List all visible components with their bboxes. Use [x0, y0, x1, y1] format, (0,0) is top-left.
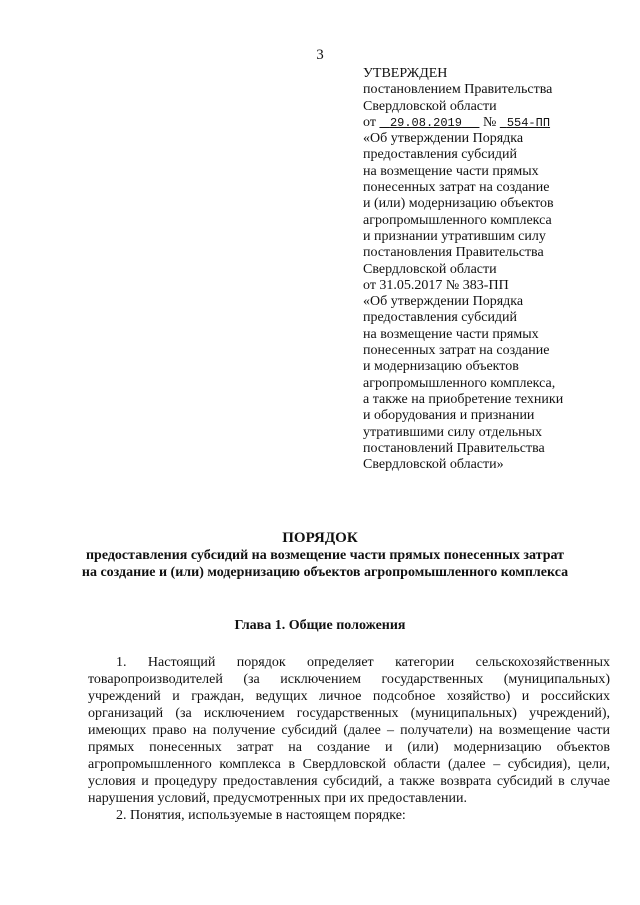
approval-number-field	[500, 115, 550, 130]
document-body	[88, 654, 610, 824]
approval-line: и модернизацию объектов	[363, 359, 519, 375]
approval-line: и оборудования и признании	[363, 408, 535, 424]
approval-date-line	[363, 115, 633, 131]
approval-line: на возмещение части прямых	[363, 326, 539, 342]
approval-line: понесенных затрат на создание	[363, 180, 550, 196]
approval-date-field	[379, 115, 479, 130]
approval-line: предоставления субсидий	[363, 310, 518, 326]
approval-line: Свердловской области	[363, 261, 497, 277]
approval-line: Свердловской области	[363, 98, 497, 114]
approval-number: 554-ПП	[506, 115, 551, 130]
approval-date: 29.08.2019	[389, 115, 462, 130]
date-prefix: от	[363, 114, 376, 130]
paragraph-1: 1. Настоящий порядок определяет категории сельскохозяйственных товаропроизводителей (за исключением государственных (муниципальных) учреждений и граждан, ведущих личное подсобное хозяйство) и российских организаций (за исключением государственных (муниципальных) учреждений), имеющих право на получение субсидий (далее – получатели) на возмещение части прямых понесенных затрат на создание и (или) модернизацию объектов агропромышленного комплекса в Свердловской области (далее – субсидия), цели, условия и процедуру предоставления субсидий, а также возврата субсидий в случае нарушения условий, предусмотренных при их предоставлении.	[88, 655, 610, 806]
approval-heading: УТВЕРЖДЕН	[363, 66, 448, 81]
subtitle-line: на создание и (или) модернизацию объектов агропромышленного комплекса	[81, 565, 569, 580]
approval-line: Свердловской области»	[363, 457, 504, 473]
approval-line: понесенных затрат на создание	[363, 343, 550, 359]
approval-line: агропромышленного комплекса,	[363, 375, 556, 391]
approval-stamp	[363, 66, 633, 473]
page-number: 3	[316, 47, 324, 63]
approval-line: «Об утверждении Порядка	[363, 131, 524, 147]
approval-line: и признании утратившим силу	[363, 228, 546, 244]
approval-line: «Об утверждении Порядка	[363, 294, 524, 310]
number-prefix: №	[482, 114, 497, 130]
document-subtitle	[40, 547, 610, 581]
approval-line: а также на приобретение техники	[363, 391, 564, 407]
approval-line: на возмещение части прямых	[363, 163, 539, 179]
approval-line: постановления Правительства	[363, 245, 544, 261]
approval-line: предоставления субсидий	[363, 147, 518, 163]
approval-line: утратившими силу отдельных	[363, 424, 543, 440]
paragraph-2: 2. Понятия, используемые в настоящем порядке:	[116, 808, 406, 823]
chapter-heading: Глава 1. Общие положения	[234, 618, 406, 633]
approval-line: постановлением Правительства	[363, 82, 553, 98]
approval-line: постановлений Правительства	[363, 440, 545, 456]
approval-line: и (или) модернизацию объектов	[363, 196, 554, 212]
approval-line: агропромышленного комплекса	[363, 212, 552, 228]
approval-line: от 31.05.2017 № 383-ПП	[363, 277, 509, 293]
subtitle-line: предоставления субсидий на возмещение части прямых понесенных затрат	[85, 548, 565, 563]
document-title: ПОРЯДОК	[282, 530, 358, 546]
